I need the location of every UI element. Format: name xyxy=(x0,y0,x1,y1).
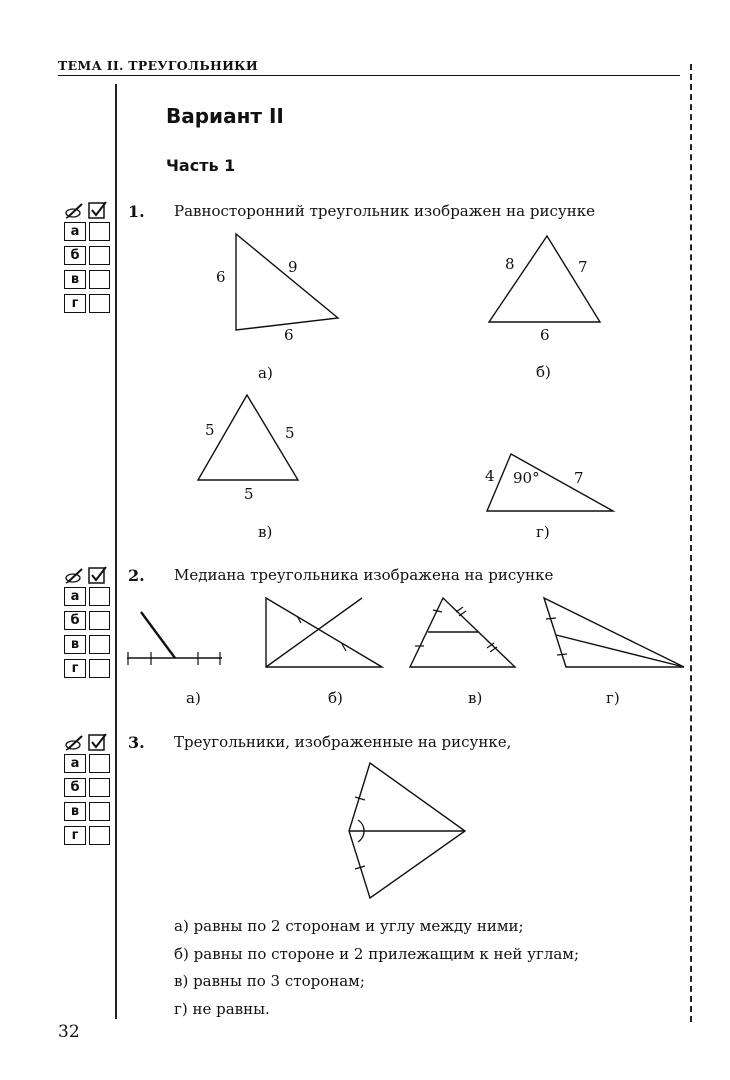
part-title: Часть 1 xyxy=(166,156,236,175)
answer-option-a[interactable]: а xyxy=(58,587,112,608)
answer-option-text-a: а) равны по 2 сторонам и углу между ними; xyxy=(174,917,524,935)
triangle-b-label: б) xyxy=(536,363,551,381)
answer-option-text-v: в) равны по 3 сторонам; xyxy=(174,972,365,990)
triangle-v-label: в) xyxy=(258,523,273,541)
question-3-number: 3. xyxy=(128,733,145,752)
triangle-v-side-left: 5 xyxy=(205,421,215,439)
answer-option-g[interactable]: г xyxy=(58,826,112,847)
figure-2a-label: а) xyxy=(186,689,201,707)
triangle-a-label: а) xyxy=(258,364,273,382)
triangle-a-side-left: 6 xyxy=(216,268,226,286)
triangle-g-label: г) xyxy=(536,523,550,541)
answer-option-text-b: б) равны по стороне и 2 прилежащим к ней углам; xyxy=(174,945,580,963)
triangle-a-side-bottom: 6 xyxy=(284,326,294,344)
answer-option-g[interactable]: г xyxy=(58,659,112,680)
variant-title: Вариант II xyxy=(166,104,284,128)
answer-option-b[interactable]: б xyxy=(58,246,112,267)
answer-option-a[interactable]: а xyxy=(58,222,112,243)
answer-option-v[interactable]: в xyxy=(58,802,112,823)
figure-2g-label: г) xyxy=(606,689,620,707)
question-3-text: Треугольники, изображенные на рисунке, xyxy=(174,733,512,751)
triangle-g-angle: 90° xyxy=(513,469,540,487)
triangle-b-side-bottom: 6 xyxy=(540,326,550,344)
triangle-a-side-hyp: 9 xyxy=(288,258,298,276)
triangle-b-side-left: 8 xyxy=(505,255,515,273)
page-number: 32 xyxy=(58,1022,80,1042)
answer-option-v[interactable]: в xyxy=(58,635,112,656)
running-header: ТЕМА II. ТРЕУГОЛЬНИКИ xyxy=(58,58,258,73)
question-2-text: Медиана треугольника изображена на рисунке xyxy=(174,566,554,584)
figure-2b-label: б) xyxy=(328,689,343,707)
answer-option-a[interactable]: а xyxy=(58,754,112,775)
question-1-text: Равносторонний треугольник изображен на рисунке xyxy=(174,202,595,220)
answer-option-b[interactable]: б xyxy=(58,611,112,632)
answer-option-v[interactable]: в xyxy=(58,270,112,291)
answer-option-text-g: г) не равны. xyxy=(174,1000,270,1018)
answer-option-g[interactable]: г xyxy=(58,294,112,315)
triangle-g-side-left: 4 xyxy=(485,467,495,485)
question-1-number: 1. xyxy=(128,202,145,221)
triangle-b-side-right: 7 xyxy=(578,258,588,276)
triangle-v-side-right: 5 xyxy=(285,424,295,442)
kite-figure xyxy=(349,763,465,898)
triangle-g-side-right: 7 xyxy=(574,469,584,487)
triangle-v-side-bottom: 5 xyxy=(244,485,254,503)
figure-2v-label: в) xyxy=(468,689,483,707)
answer-option-b[interactable]: б xyxy=(58,778,112,799)
question-2-number: 2. xyxy=(128,566,145,585)
